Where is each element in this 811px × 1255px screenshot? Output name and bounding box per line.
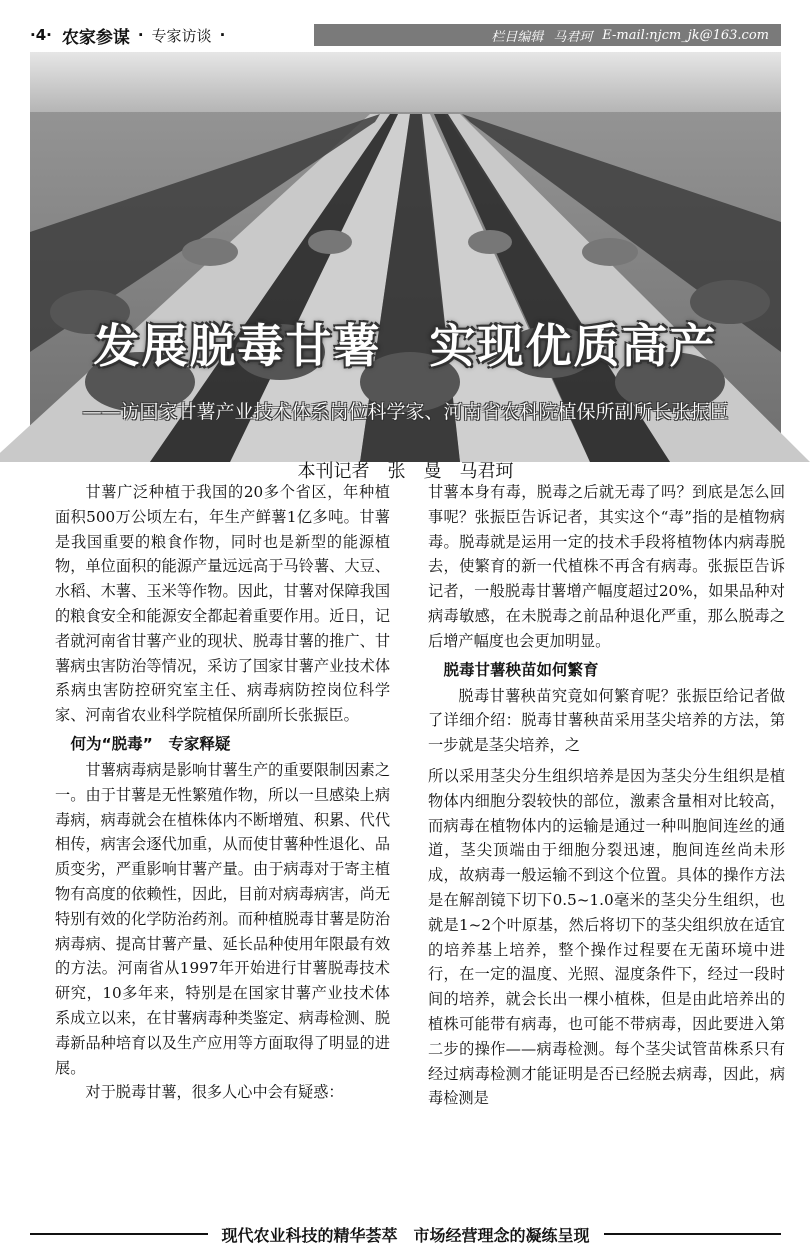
footer-rule-right — [604, 1233, 782, 1235]
editor-label: 栏目编辑 — [491, 29, 544, 45]
header-separator-2: · — [219, 26, 226, 44]
body-paragraph: 甘薯本身有毒，脱毒之后就无毒了吗？到底是怎么回事呢？张振臣告诉记者，其实这个“毒”指的是植物病毒。脱毒就是运用一定的技术手段将植物体内病毒脱去，使繁育的新一代植株不再含有病毒。张振臣告诉记者，一般脱毒甘薯增产幅度超过20%，如果品种对病毒敏感，在未脱毒之前品种退化严重，那么脱毒之后增产幅度也会更加明显。 — [428, 483, 785, 650]
body-paragraph: 所以采用茎尖分生组织培养是因为茎尖分生组织是植物体内细胞分裂较快的部位，激素含量相对比较高，而病毒在植物体内的运输是通过一种叫胞间连丝的通道，茎尖顶端由于细胞分裂迅速，胞间连丝尚未形成，故病毒一般运输不到这个位置。具体的操作方法是在解剖镜下切下0.5~1.0毫米的茎尖分生组织，也就是1~2个叶原基，然后将切下的茎尖组织放在适宜的培养基上培养，整个操作过程要在无菌环境中进行，在一定的温度、光照、湿度条件下，经过一段时间的培养，就会长出一棵小植株，但是由此培养出的植株可能带有病毒，也可能不带病毒，因此要进入第二步的操作——病毒检测。每个茎尖试管苗株系只有经过病毒检测才能证明是否已经脱去病毒，因此，病毒检测是 — [428, 766, 785, 1108]
editor-email: E-mail:njcm_jk@163.com — [602, 27, 769, 43]
article-byline: 本刊记者 张 曼 马君珂 — [297, 461, 514, 482]
section-heading-seedling-breeding: 脱毒甘薯秧苗如何繁育 — [443, 660, 599, 679]
text-column-right — [428, 480, 785, 1111]
editor-info-bar — [314, 24, 781, 46]
page-number: ·4· — [30, 26, 52, 44]
column-name: 农家参谋 — [61, 27, 130, 48]
body-paragraph: 甘薯病毒病是影响甘薯生产的重要限制因素之一。由于甘薯是无性繁殖作物，所以一旦感染上病毒病，病毒就会在植株体内不断增殖、积累、代代相传，病害会逐代加重，从而使甘薯种性退化、品质变劣，严重影响甘薯产量。由于病毒对于寄主植物有高度的依赖性，因此，目前对病毒病害，尚无特别有效的化学防治药剂。而种植脱毒甘薯是防治病毒病、提高甘薯产量、延长品种使用年限最有效的方法。河南省从1997年开始进行甘薯脱毒技术研究，10多年来，特别是在国家甘薯产业技术体系成立以来，在甘薯病毒种类鉴定、病毒检测、脱毒新品种培育以及生产应用等方面取得了明显的进展。 — [55, 760, 390, 1077]
footer-rule-left — [30, 1233, 208, 1235]
header-separator: · — [137, 26, 144, 44]
hero-photo — [30, 52, 781, 482]
body-paragraph: 对于脱毒甘薯，很多人心中会有疑惑： — [85, 1083, 344, 1102]
footer-slogan: 现代农业科技的精华荟萃 市场经营理念的凝练呈现 — [221, 1225, 590, 1245]
page-footer — [30, 1222, 781, 1246]
intro-paragraph: 甘薯广泛种植于我国的20多个省区，年种植面积500万公顷左右，年生产鲜薯1亿多吨。甘薯是我国重要的粮食作物，同时也是新型的能源植物，单位面积的能源产量远远高于马铃薯、大豆、水稻、木薯、玉米等作物。因此，甘薯对保障我国的粮食安全和能源安全都起着重要作用。近日，记者就河南省甘薯产业的现状、脱毒甘薯的推广、甘薯病虫害防治等情况，采访了国家甘薯产业技术体系病虫害防控研究室主任、病毒病防控岗位科学家、河南省农业科学院植保所副所长张振臣。 — [55, 483, 390, 725]
section-heading-what-is-detox: 何为“脱毒” 专家释疑 — [70, 734, 231, 753]
article-title: 发展脱毒甘薯 实现优质高产 — [93, 319, 718, 373]
running-header — [30, 20, 233, 50]
editor-name: 马君珂 — [553, 29, 593, 45]
body-paragraph: 脱毒甘薯秧苗究竟如何繁育呢？张振臣给记者做了详细介绍：脱毒甘薯秧苗采用茎尖培养的方法，第一步就是茎尖培养，之 — [428, 686, 785, 755]
article-subtitle: ——访国家甘薯产业技术体系岗位科学家、河南省农科院植保所副所长张振臣 — [82, 401, 729, 423]
section-name: 专家访谈 — [151, 26, 212, 45]
text-column-left — [55, 480, 390, 1105]
